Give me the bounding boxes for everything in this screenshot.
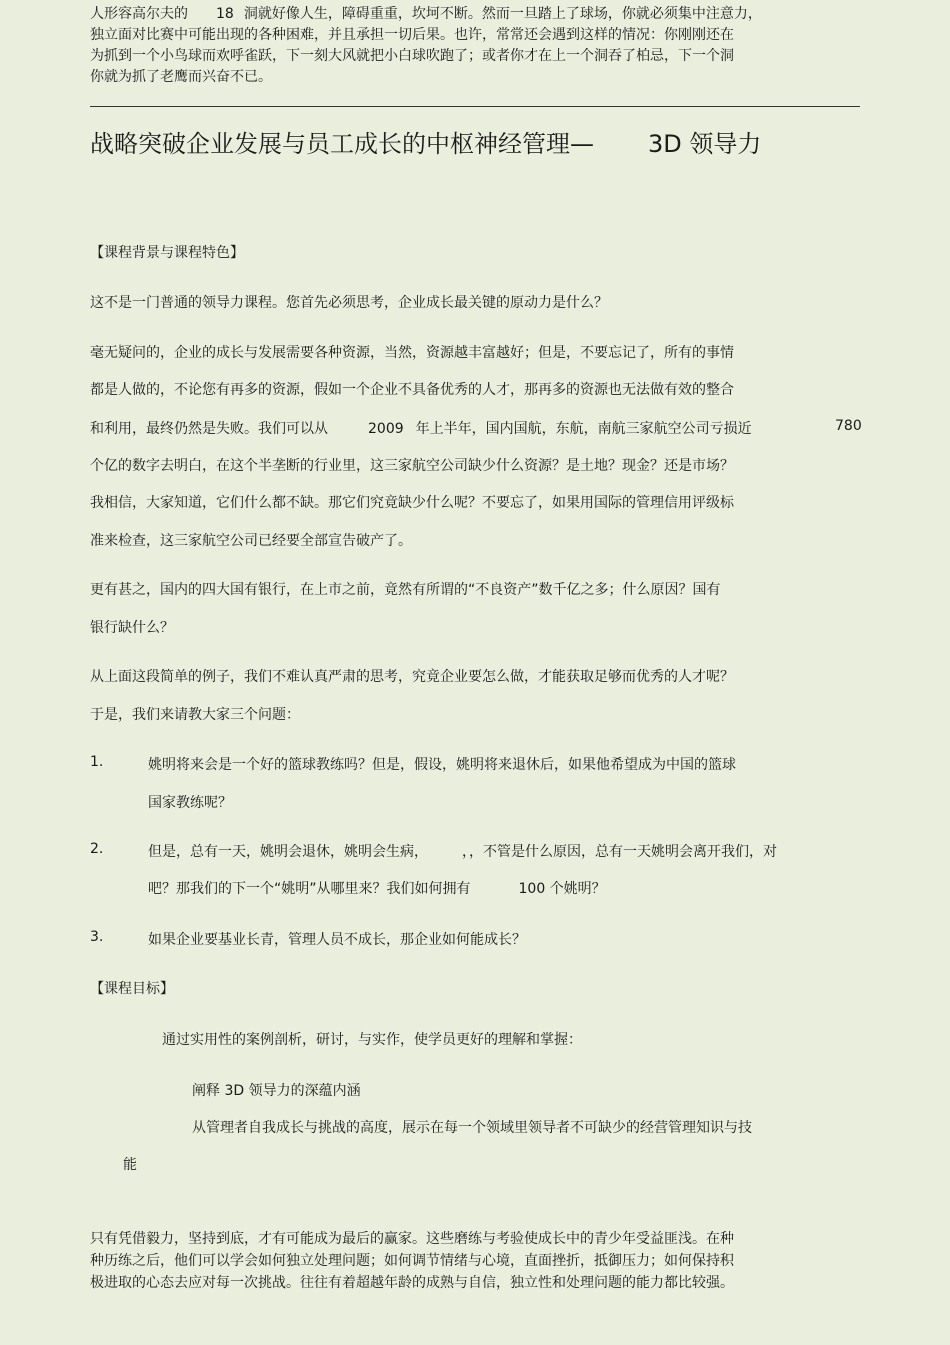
goals-intro: 通过实用性的案例剖析，研讨，与实作，使学员更好的理解和掌握： bbox=[162, 1032, 582, 1048]
question-2-line-2 bbox=[148, 878, 606, 898]
goals-item-2-line-2: 能 bbox=[123, 1157, 137, 1173]
section-heading-goals: 【课程目标】 bbox=[90, 981, 174, 997]
paragraph-2-line-1: 毫无疑问的，企业的成长与发展需要各种资源，当然，资源越丰富越好；但是，不要忘记了，所有的事情 bbox=[90, 345, 734, 361]
bottom-paragraph-line-2: 种历练之后，他们可以学会如何独立处理问题；如何调节情绪与心境，直面挫折，抵御压力；如何保持积 bbox=[90, 1253, 734, 1269]
text-span: 100 个姚明？ bbox=[518, 881, 606, 897]
question-1-number: 1. bbox=[90, 754, 104, 770]
top-paragraph-line-2: 独立面对比赛中可能出现的各种困难，并且承担一切后果。也许，常常还会遇到这样的情况：你刚刚还在 bbox=[90, 27, 734, 43]
title-main: 战略突破企业发展与员工成长的中枢神经管理— bbox=[90, 130, 594, 158]
title-tail: 3D 领导力 bbox=[648, 130, 762, 158]
goals-item-1: 阐释 3D 领导力的深蕴内涵 bbox=[192, 1083, 361, 1099]
question-2-line-1 bbox=[148, 841, 777, 861]
top-paragraph-line-1 bbox=[90, 4, 762, 24]
text-span: ，，不管是什么原因，总有一天姚明会离开我们，对 bbox=[462, 844, 777, 860]
paragraph-2-line-3 bbox=[90, 418, 752, 438]
hole-number: 18 bbox=[216, 6, 234, 22]
text-span: 但是，总有一天，姚明会退休，姚明会生病， bbox=[148, 844, 428, 860]
goals-item-2-line-1: 从管理者自我成长与挑战的高度，展示在每一个领域里领导者不可缺少的经营管理知识与技 bbox=[192, 1120, 752, 1136]
question-3-number: 3. bbox=[90, 929, 104, 945]
paragraph-2-line-4: 个亿的数字去明白，在这个半垄断的行业里，这三家航空公司缺少什么资源？是土地？现金？还是市场？ bbox=[90, 458, 734, 474]
section-heading-background: 【课程背景与课程特色】 bbox=[90, 245, 244, 261]
bottom-paragraph-line-1: 只有凭借毅力，坚持到底，才有可能成为最后的赢家。这些磨练与考验使成长中的青少年受益匪浅。在种 bbox=[90, 1231, 734, 1247]
text-span: 吧？那我们的下一个“姚明”从哪里来？我们如何拥有 bbox=[148, 881, 471, 897]
paragraph-1: 这不是一门普通的领导力课程。您首先必须思考，企业成长最关键的原动力是什么？ bbox=[90, 295, 608, 311]
top-paragraph-line-3: 为抓到一个小鸟球而欢呼雀跃，下一刻大风就把小白球吹跑了；或者你才在上一个洞吞了柏忌，下一个洞 bbox=[90, 48, 734, 64]
paragraph-4-line-2: 于是，我们来请教大家三个问题： bbox=[90, 707, 300, 723]
text-span: 洞就好像人生，障碍重重，坎坷不断。然而一旦踏上了球场，你就必须集中注意力， bbox=[243, 6, 762, 22]
paragraph-4-line-1: 从上面这段简单的例子，我们不难认真严肃的思考，究竟企业要怎么做，才能获取足够而优秀的人才呢？ bbox=[90, 669, 734, 685]
paragraph-3-line-1: 更有甚之，国内的四大国有银行，在上市之前，竟然有所谓的“不良资产”数千亿之多；什么原因？国有 bbox=[90, 582, 721, 598]
loss-amount: 780 bbox=[835, 418, 862, 434]
top-paragraph-line-4: 你就为抓了老鹰而兴奋不已。 bbox=[90, 69, 272, 85]
text-span: 和利用，最终仍然是失败。我们可以从 bbox=[90, 421, 328, 437]
text-span: 年上半年，国内国航，东航，南航三家航空公司亏损近 bbox=[415, 421, 752, 437]
year-value: 2009 bbox=[368, 421, 404, 437]
page-title bbox=[90, 124, 761, 159]
question-3-line-1: 如果企业要基业长青，管理人员不成长，那企业如何能成长？ bbox=[148, 932, 526, 948]
paragraph-3-line-2: 银行缺什么？ bbox=[90, 620, 174, 636]
paragraph-2-line-2: 都是人做的，不论您有再多的资源，假如一个企业不具备优秀的人才，那再多的资源也无法做有效的整合 bbox=[90, 382, 734, 398]
question-1-line-2: 国家教练呢？ bbox=[148, 795, 232, 811]
horizontal-divider bbox=[90, 106, 860, 107]
paragraph-2-line-6: 准来检查，这三家航空公司已经要全部宣告破产了。 bbox=[90, 533, 412, 549]
bottom-paragraph-line-3: 极进取的心态去应对每一次挑战。往往有着超越年龄的成熟与自信，独立性和处理问题的能力都比较强。 bbox=[90, 1275, 734, 1291]
text-span: 人形容高尔夫的 bbox=[90, 6, 188, 22]
question-2-number: 2. bbox=[90, 841, 104, 857]
paragraph-2-line-5: 我相信，大家知道，它们什么都不缺。那它们究竟缺少什么呢？不要忘了，如果用国际的管理信用评级标 bbox=[90, 495, 734, 511]
question-1-line-1: 姚明将来会是一个好的篮球教练吗？但是，假设，姚明将来退休后，如果他希望成为中国的篮球 bbox=[148, 757, 736, 773]
